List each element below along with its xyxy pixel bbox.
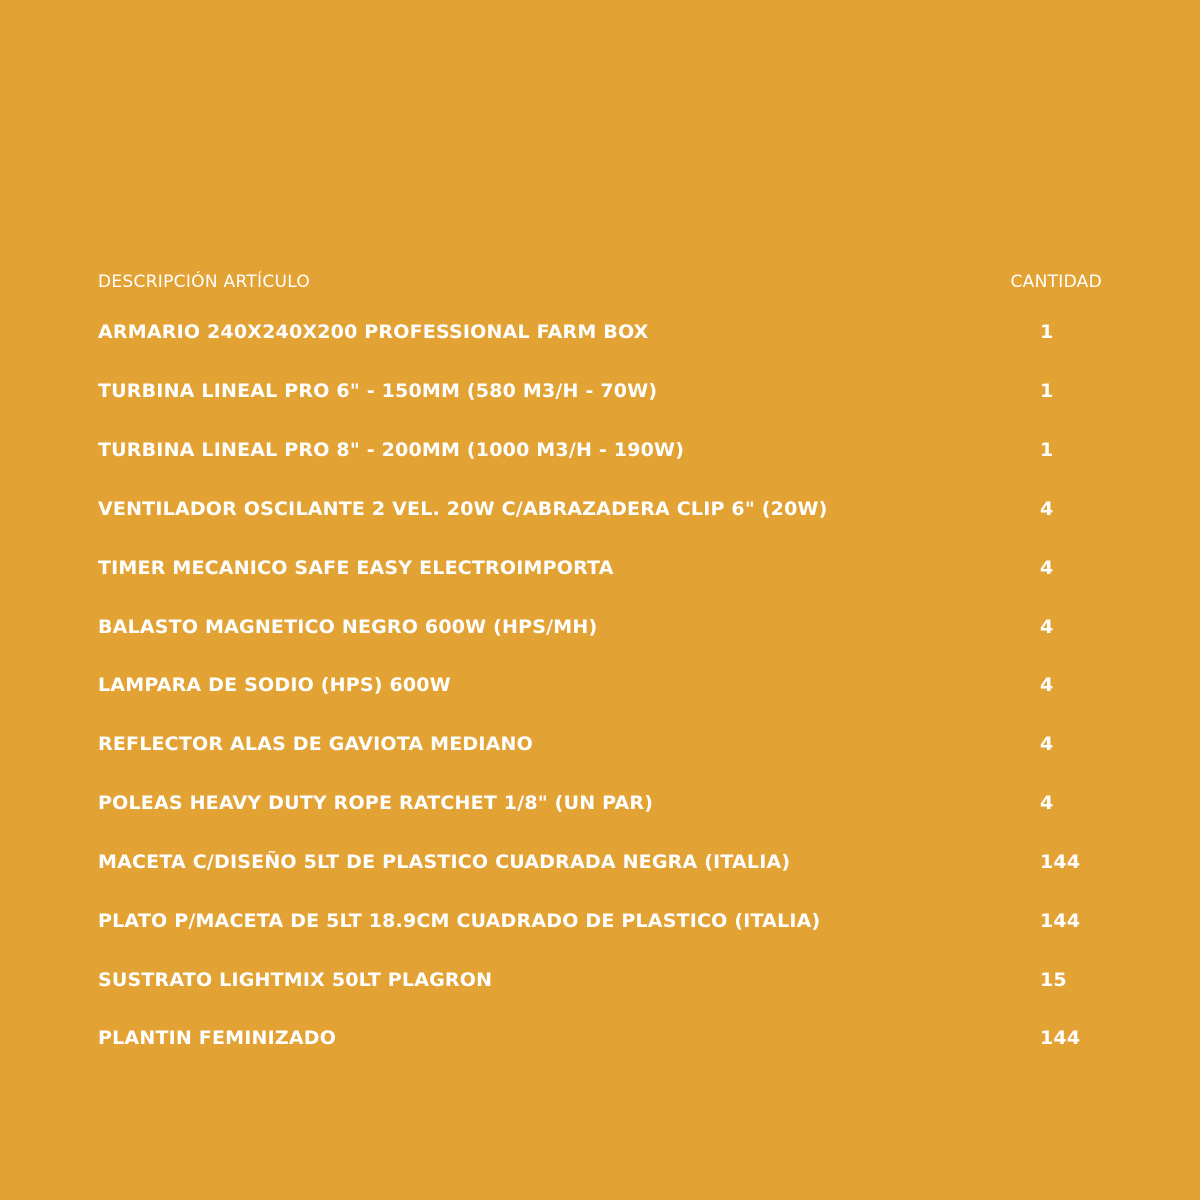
item-quantity: 4	[1040, 498, 1054, 520]
table-row	[98, 733, 1102, 763]
table-row	[98, 380, 1102, 410]
item-quantity: 1	[1040, 321, 1054, 343]
item-quantity: 144	[1040, 851, 1081, 873]
table-row	[98, 498, 1102, 528]
item-quantity: 144	[1040, 1027, 1081, 1049]
item-description: VENTILADOR OSCILANTE 2 VEL. 20W C/ABRAZADERA CLIP 6" (20W)	[98, 498, 828, 520]
item-quantity: 1	[1040, 439, 1054, 461]
table-row	[98, 969, 1102, 999]
item-quantity: 4	[1040, 674, 1054, 696]
description-column-header: DESCRIPCIÓN ARTÍCULO	[98, 272, 311, 292]
item-description: PLATO P/MACETA DE 5LT 18.9CM CUADRADO DE PLASTICO (ITALIA)	[98, 910, 821, 932]
item-quantity: 4	[1040, 733, 1054, 755]
item-description: TIMER MECANICO SAFE EASY ELECTROIMPORTA	[98, 557, 614, 579]
item-description: TURBINA LINEAL PRO 8" - 200MM (1000 M3/H - 190W)	[98, 439, 685, 461]
table-row	[98, 557, 1102, 587]
table-row	[98, 674, 1102, 704]
item-description: ARMARIO 240X240X200 PROFESSIONAL FARM BOX	[98, 321, 649, 343]
table-row	[98, 439, 1102, 469]
item-quantity: 4	[1040, 616, 1054, 638]
quantity-column-header: CANTIDAD	[1010, 272, 1102, 292]
table-row	[98, 321, 1102, 351]
item-description: PLANTIN FEMINIZADO	[98, 1027, 337, 1049]
item-quantity: 4	[1040, 557, 1054, 579]
item-description: POLEAS HEAVY DUTY ROPE RATCHET 1/8" (UN PAR)	[98, 792, 654, 814]
item-description: MACETA C/DISEÑO 5LT DE PLASTICO CUADRADA NEGRA (ITALIA)	[98, 851, 791, 873]
table-row	[98, 851, 1102, 881]
item-description: TURBINA LINEAL PRO 6" - 150MM (580 M3/H - 70W)	[98, 380, 658, 402]
item-quantity: 15	[1040, 969, 1067, 991]
item-quantity: 144	[1040, 910, 1081, 932]
item-table	[98, 272, 1102, 1049]
item-description: BALASTO MAGNETICO NEGRO 600W (HPS/MH)	[98, 616, 598, 638]
item-quantity: 1	[1040, 380, 1054, 402]
item-description: REFLECTOR ALAS DE GAVIOTA MEDIANO	[98, 733, 533, 755]
table-row	[98, 1027, 1102, 1057]
table-row	[98, 616, 1102, 646]
table-row	[98, 910, 1102, 940]
item-description: SUSTRATO LIGHTMIX 50LT PLAGRON	[98, 969, 493, 991]
item-description: LAMPARA DE SODIO (HPS) 600W	[98, 674, 451, 696]
item-quantity: 4	[1040, 792, 1054, 814]
table-header	[98, 272, 1102, 298]
table-row	[98, 792, 1102, 822]
